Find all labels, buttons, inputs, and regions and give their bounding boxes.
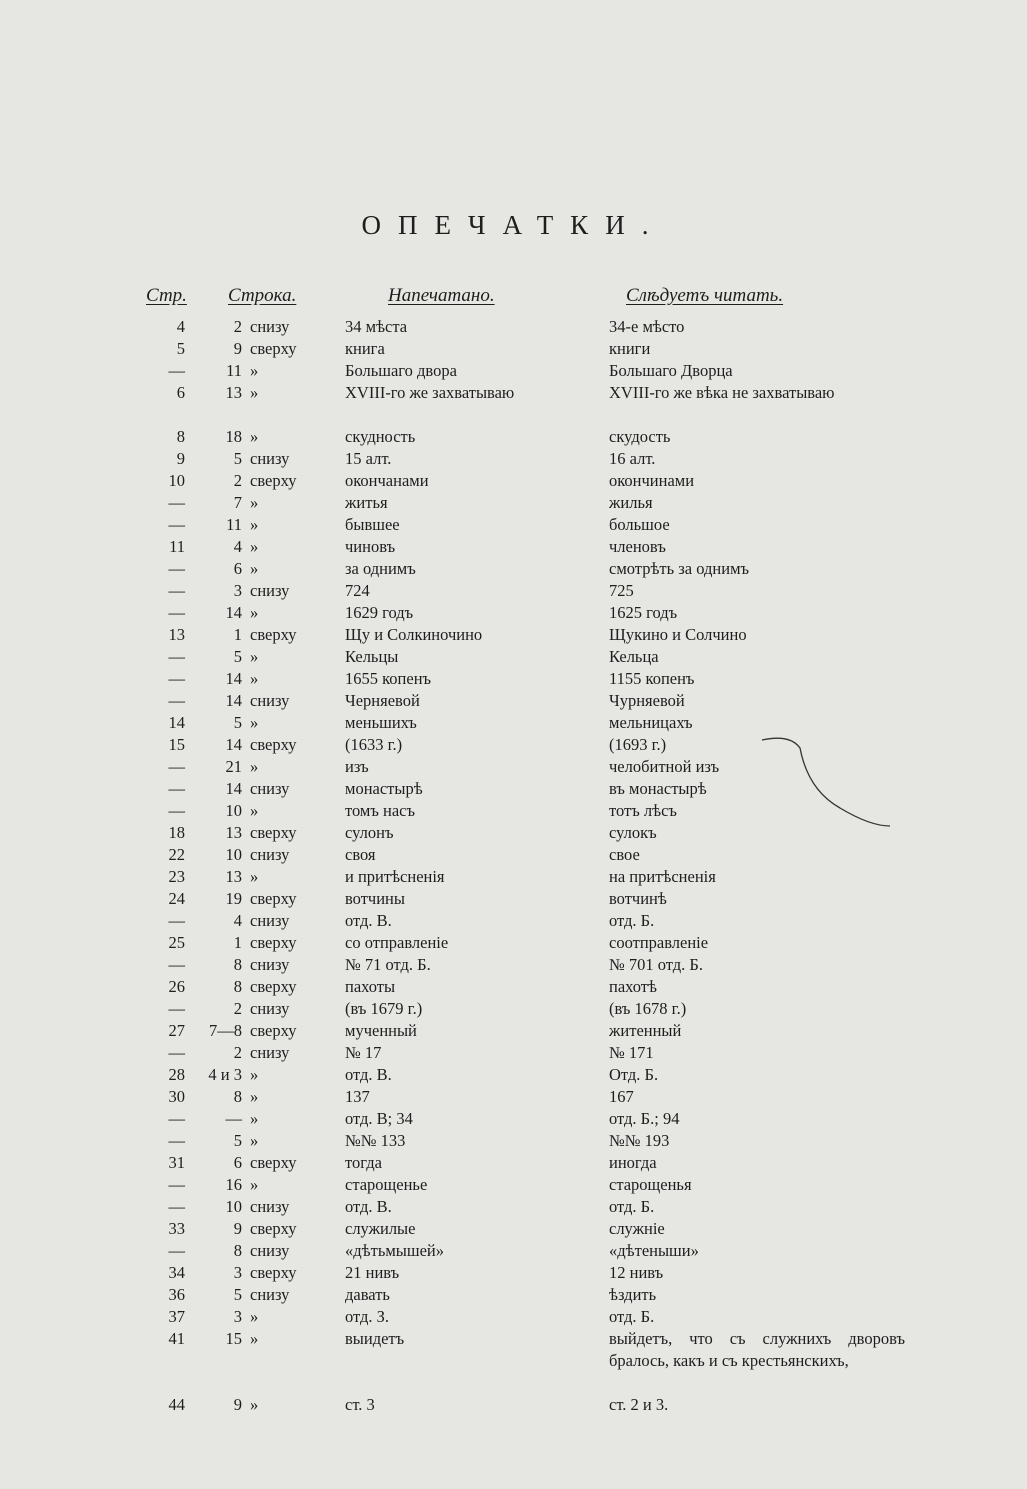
printed-text: меньшихъ [345,713,417,732]
page-number: 31 [168,1153,185,1172]
line-position: сверху [250,625,297,644]
printed-text: изъ [345,757,369,776]
correction-text: Большаго Дворца [609,361,733,380]
printed-text: сулонъ [345,823,394,842]
correction-text: ст. 2 и 3. [609,1395,669,1414]
table-row [0,690,1027,712]
correction-text: отд. Б. [609,911,655,930]
correction-text: жилья [609,493,653,512]
table-row [0,1130,1027,1152]
page-number: 44 [168,1395,185,1414]
line-number: 21 [225,757,242,776]
printed-text: житья [345,493,388,512]
page-number: — [168,603,185,622]
table-row [0,492,1027,514]
line-number: 9 [233,339,242,358]
page-number: 5 [176,339,185,358]
correction-text: большое [609,515,670,534]
page-number: 28 [168,1065,185,1084]
line-position: » [250,713,259,732]
line-number: 6 [233,559,242,578]
page-number: — [168,1043,185,1062]
line-position: » [250,1329,259,1348]
line-number: 1 [233,933,242,952]
line-number: 5 [233,713,242,732]
correction-text: челобитной изъ [609,757,720,776]
page-number: 8 [176,427,185,446]
table-row [0,624,1027,646]
correction-text: Щукино и Солчино [609,625,747,644]
printed-text: тогда [345,1153,382,1172]
table-row [0,1108,1027,1130]
correction-text: Чурняевой [609,691,685,710]
page-number: 25 [168,933,185,952]
line-position: » [250,361,259,380]
printed-text: 34 мѣста [345,317,408,336]
table-row [0,1240,1027,1262]
table-row [0,932,1027,954]
correction-text: служніе [609,1219,665,1238]
page-number: — [168,581,185,600]
line-number: 19 [225,889,242,908]
correction-text: сулокъ [609,823,657,842]
header-line: Строка. [228,285,297,306]
page-number: 9 [176,449,185,468]
correction-text: старощенья [609,1175,692,1194]
correction-text: Кельца [609,647,659,666]
table-row [0,338,1027,360]
correction-text: въ монастырѣ [609,779,707,798]
line-number: 9 [233,1395,242,1414]
table-row [0,844,1027,866]
line-position: снизу [250,1285,290,1304]
line-position: » [250,603,259,622]
line-position: сверху [250,471,297,490]
page-number: 26 [168,977,185,996]
printed-text: мученный [345,1021,417,1040]
table-row [0,888,1027,910]
line-position: снизу [250,845,290,864]
line-position: снизу [250,691,290,710]
printed-text: 15 алт. [345,449,392,468]
correction-text: соотправленіе [609,933,709,952]
table-row [0,954,1027,976]
printed-text: скудность [345,427,416,446]
line-number: 18 [225,427,242,446]
line-position: сверху [250,1153,297,1172]
line-number: 14 [225,735,242,754]
line-number: 14 [225,669,242,688]
line-number: 6 [233,1153,242,1172]
line-position: сверху [250,933,297,952]
line-position: сверху [250,889,297,908]
line-position: снизу [250,581,290,600]
printed-text: отд. В. [345,1065,392,1084]
line-number: 8 [233,955,242,974]
printed-text: 137 [345,1087,370,1106]
line-number: 2 [233,471,242,490]
page-title: ОПЕЧАТКИ. [361,210,666,240]
correction-text: №№ 193 [609,1131,670,1150]
printed-text: (въ 1679 г.) [345,999,423,1018]
printed-text: (1633 г.) [345,735,403,754]
line-number: 11 [226,515,242,534]
line-number: 8 [233,977,242,996]
page-number: — [168,515,185,534]
printed-text: 724 [345,581,370,600]
line-position: сверху [250,735,297,754]
line-number: 4 и 3 [208,1065,242,1084]
line-number: 3 [233,581,242,600]
printed-text: Большаго двора [345,361,457,380]
page-number: — [168,361,185,380]
printed-text: Кельцы [345,647,399,666]
line-number: 8 [233,1087,242,1106]
correction-text: отд. Б.; 94 [609,1109,680,1128]
correction-text: скудость [609,427,671,446]
table-row [0,1020,1027,1042]
table-row [0,1218,1027,1240]
table-row [0,668,1027,690]
table-row [0,1042,1027,1064]
line-position: » [250,537,259,556]
table-row [0,602,1027,624]
printed-text: книга [345,339,385,358]
printed-text: Щу и Солкиночино [345,625,483,644]
page-number: 22 [168,845,185,864]
line-position: » [250,801,259,820]
page-number: 24 [168,889,185,908]
table-row [0,1152,1027,1174]
page-number: — [168,493,185,512]
line-number: 10 [225,1197,242,1216]
line-position: сверху [250,1021,297,1040]
line-position: » [250,427,259,446]
printed-text: отд. В; 34 [345,1109,413,1128]
correction-text: мельницахъ [609,713,693,732]
line-number: 14 [225,603,242,622]
printed-text: отд. З. [345,1307,390,1326]
correction-text: Отд. Б. [609,1065,659,1084]
printed-text: служилые [345,1219,416,1238]
line-number: 14 [225,779,242,798]
page-number: — [168,779,185,798]
line-number: — [225,1109,242,1128]
page-number: 18 [168,823,185,842]
page-number: 30 [168,1087,185,1106]
page-number: — [168,911,185,930]
printed-text: Черняевой [345,691,420,710]
line-position: » [250,559,259,578]
correction-text: № 171 [609,1043,654,1062]
page-number: 11 [169,537,185,556]
line-number: 9 [233,1219,242,1238]
printed-text: чиновъ [345,537,396,556]
line-position: снизу [250,449,290,468]
table-row [0,382,1027,426]
table-row [0,1394,1027,1416]
table-row [0,470,1027,492]
printed-text: № 71 отд. Б. [345,955,431,974]
page-number: — [168,1109,185,1128]
table-row [0,1196,1027,1218]
table-row [0,1262,1027,1284]
table-row [0,426,1027,448]
table-row [0,646,1027,668]
correction-text: членовъ [609,537,666,556]
line-number: 2 [233,1043,242,1062]
table-row [0,1064,1027,1086]
page-number: 4 [176,317,185,336]
line-position: сверху [250,1263,297,1282]
line-number: 5 [233,449,242,468]
header-page: Стр. [146,285,187,306]
printed-text: за однимъ [345,559,416,578]
page-number: 33 [168,1219,185,1238]
correction-text: 34-е мѣсто [609,317,685,336]
printed-text: ст. 3 [345,1395,375,1414]
correction-text: 1625 годъ [609,603,678,622]
correction-text: 725 [609,581,634,600]
correction-text: свое [609,845,640,864]
line-number: 4 [233,537,242,556]
page-number: — [168,1175,185,1194]
correction-text: (въ 1678 г.) [609,999,687,1018]
line-number: 4 [233,911,242,930]
correction-text: 167 [609,1087,634,1106]
line-number: 11 [226,361,242,380]
line-number: 14 [225,691,242,710]
line-number: 16 [225,1175,242,1194]
line-position: » [250,647,259,666]
correction-text: (1693 г.) [609,735,667,754]
line-number: 10 [225,801,242,820]
printed-text: №№ 133 [345,1131,406,1150]
page-number: 14 [168,713,185,732]
table-row [0,360,1027,382]
page-number: — [168,647,185,666]
printed-text: «дѣтьмышей» [345,1241,444,1260]
printed-text: давать [345,1285,390,1304]
correction-text: житенный [609,1021,682,1040]
line-position: » [250,757,259,776]
printed-text: со отправленіе [345,933,449,952]
header-should-read: Слѣдуетъ читать. [626,285,784,306]
printed-text: монастырѣ [345,779,423,798]
printed-text: № 17 [345,1043,382,1062]
table-row [0,976,1027,998]
line-number: 10 [225,845,242,864]
printed-text: вотчины [345,889,405,908]
line-position: » [250,1131,259,1150]
pen-mark [760,730,900,840]
printed-text: 1629 годъ [345,603,414,622]
correction-text: книги [609,339,651,358]
line-number: 2 [233,317,242,336]
printed-text: окончанами [345,471,429,490]
printed-text: старощенье [345,1175,428,1194]
table-row [0,580,1027,602]
table-row [0,1306,1027,1328]
page-number: 36 [168,1285,185,1304]
correction-text: тотъ лѣсъ [609,801,677,820]
correction-text: на притѣсненія [609,867,716,886]
line-position: » [250,669,259,688]
line-position: » [250,1109,259,1128]
printed-text: отд. В. [345,1197,392,1216]
correction-text: отд. Б. [609,1197,655,1216]
line-position: снизу [250,955,290,974]
line-position: снизу [250,1043,290,1062]
line-position: » [250,493,259,512]
line-position: сверху [250,977,297,996]
line-position: » [250,1175,259,1194]
line-position: снизу [250,317,290,336]
correction-text: пахотѣ [609,977,657,996]
line-position: сверху [250,823,297,842]
page-number: — [168,757,185,776]
correction-text: вотчинѣ [609,889,667,908]
page-number: — [168,999,185,1018]
line-number: 5 [233,1131,242,1150]
printed-text: 21 нивъ [345,1263,400,1282]
correction-text: выйдетъ, что съ служнихъ дворовъ бралось, какъ и съ крестьянскихъ, [609,1329,905,1370]
correction-text: окончинами [609,471,695,490]
page-number: 34 [168,1263,185,1282]
line-position: снизу [250,779,290,798]
correction-text: смотрѣть за однимъ [609,559,750,578]
printed-text: томъ насъ [345,801,416,820]
table-row [0,316,1027,338]
page-number: 10 [168,471,185,490]
line-number: 3 [233,1307,242,1326]
printed-text: отд. В. [345,911,392,930]
printed-text: пахоты [345,977,396,996]
printed-text: бывшее [345,515,400,534]
table-row [0,514,1027,536]
correction-text: 1155 копенъ [609,669,695,688]
line-number: 13 [225,383,242,402]
line-number: 5 [233,647,242,666]
line-position: » [250,1087,259,1106]
printed-text: 1655 копенъ [345,669,432,688]
page-number: — [168,1131,185,1150]
table-row [0,910,1027,932]
page-number: 41 [168,1329,185,1348]
correction-text: № 701 отд. Б. [609,955,704,974]
table-row [0,1328,1027,1394]
correction-text: ѣздить [609,1285,657,1304]
line-position: сверху [250,339,297,358]
table-row [0,998,1027,1020]
page-number: — [168,1241,185,1260]
table-row [0,1086,1027,1108]
line-position: » [250,515,259,534]
line-number: 13 [225,867,242,886]
printed-text: своя [345,845,376,864]
page-number: 6 [176,383,185,402]
correction-text: 16 алт. [609,449,656,468]
line-position: сверху [250,1219,297,1238]
line-position: » [250,867,259,886]
page-number: — [168,669,185,688]
line-number: 3 [233,1263,242,1282]
page-number: 23 [168,867,185,886]
table-row [0,1284,1027,1306]
line-position: снизу [250,1197,290,1216]
page-number: — [168,955,185,974]
line-position: » [250,383,259,402]
line-number: 7 [233,493,242,512]
correction-text: XVIII-го же вѣка не захватываю [609,383,835,402]
table-row [0,448,1027,470]
line-position: снизу [250,1241,290,1260]
printed-text: выидетъ [345,1329,405,1348]
line-number: 15 [225,1329,242,1348]
table-row [0,866,1027,888]
correction-text: отд. Б. [609,1307,655,1326]
line-number: 1 [233,625,242,644]
page-number: 37 [168,1307,185,1326]
page-number: 13 [168,625,185,644]
page-number: — [168,801,185,820]
line-number: 5 [233,1285,242,1304]
correction-text: иногда [609,1153,657,1172]
page-number: — [168,691,185,710]
line-number: 8 [233,1241,242,1260]
correction-text: 12 нивъ [609,1263,664,1282]
line-number: 7—8 [209,1021,242,1040]
printed-text: XVIII-го же захватываю [345,383,515,402]
page-number: — [168,1197,185,1216]
correction-text: «дѣтеныши» [609,1241,699,1260]
table-row [0,536,1027,558]
page-number: 15 [168,735,185,754]
line-position: » [250,1065,259,1084]
line-number: 2 [233,999,242,1018]
errata-table [0,316,1027,1416]
page-number: — [168,559,185,578]
line-position: » [250,1395,259,1414]
line-position: снизу [250,911,290,930]
line-number: 13 [225,823,242,842]
table-row [0,1174,1027,1196]
page-number: 27 [168,1021,185,1040]
line-position: снизу [250,999,290,1018]
header-printed: Напечатано. [388,285,495,306]
printed-text: и притѣсненія [345,867,445,886]
line-position: » [250,1307,259,1326]
table-row [0,558,1027,580]
